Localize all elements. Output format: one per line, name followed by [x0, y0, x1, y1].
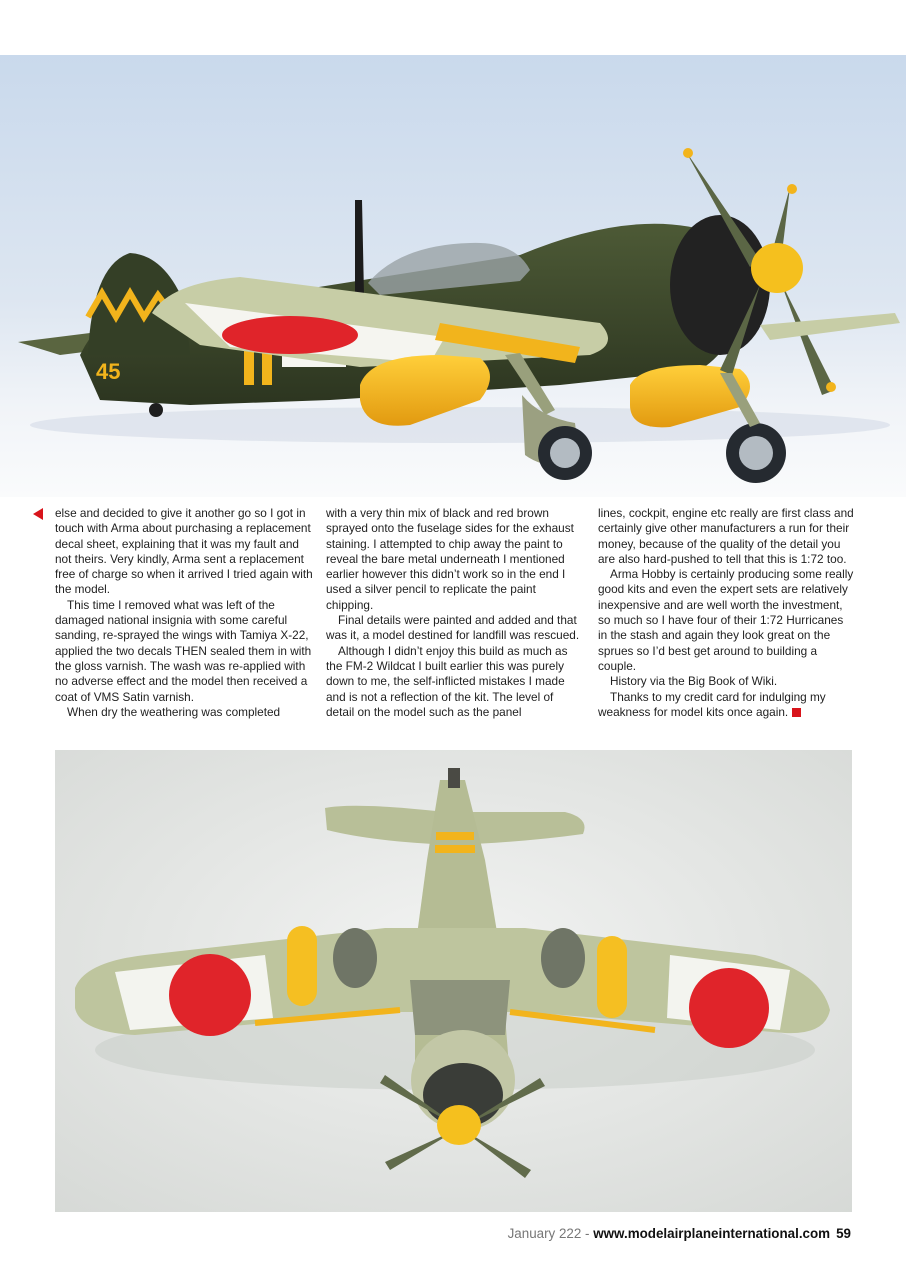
paragraph: Although I didn’t enjoy this build as much as the FM-2 Wildcat I built earlier this was purely down to me, the self-inflicted mistakes I made and is not a reflection of the kit. The level of detail on the model such as the panel: [326, 643, 568, 719]
footer-separator: -: [581, 1226, 594, 1241]
paragraph-last-text: Thanks to my credit card for indulging my weakness for model kits once again.: [598, 689, 826, 719]
page-number: 59: [836, 1226, 851, 1241]
page-footer: [508, 1226, 851, 1241]
paragraph: with a very thin mix of black and red brown sprayed onto the fuselage sides for the exhaust staining. I attempted to chip away the paint to reveal the bare metal underneath I mentioned earlier however this didn’t work so in the end I used a silver pencil to replicate the paint chipping.: [326, 506, 574, 612]
paragraph: History via the Big Book of Wiki.: [610, 674, 778, 689]
paragraph: Final details were painted and added and that was it, a model destined for landfill was rescued.: [326, 613, 580, 643]
paragraph: lines, cockpit, engine etc really are first class and certainly give other manufacturers a run for their money, because of the quality of the detail you are also hard-pushed to tell that this is 1:72 too.: [598, 506, 854, 566]
model-underside-photo: [55, 750, 852, 1212]
text-column-1: [55, 506, 313, 720]
end-of-article-mark-icon: [792, 708, 801, 717]
paragraph-last: [598, 690, 854, 721]
paragraph: This time I removed what was left of the damaged national insignia with some careful sanding, re-sprayed the wings with Tamiya X-22, applied the two decals THEN sealed them in with the gloss varnish. The wash was re-applied with no adverse effect and the model then received a coat of VMS Satin varnish.: [55, 597, 312, 704]
issue-date: January 222: [507, 1226, 582, 1241]
tail-number-text: 45: [96, 359, 121, 384]
text-column-3: [598, 506, 854, 720]
paragraph: When dry the weathering was completed: [67, 704, 281, 719]
website-url: www.modelairplaneinternational.com: [593, 1226, 831, 1241]
text-column-2: [326, 506, 584, 720]
tail-number: [96, 359, 120, 384]
continued-arrow-icon: [33, 508, 43, 520]
model-side-view-photo: [0, 55, 906, 497]
paragraph: else and decided to give it another go so I got in touch with Arma about purchasing a replacement decal sheet, explaining that it was my fault and not theirs. Very kindly, Arma sent a replacement free of charge so when it arrived I tried again with the model.: [55, 506, 313, 597]
paragraph: Arma Hobby is certainly producing some really good kits and even the expert sets are relatively inexpensive and are well worth the investment, so much so I have four of their 1:72 Hurricanes in the stash and again they look great on the sprues so I’d best get around to building a couple.: [598, 567, 854, 673]
